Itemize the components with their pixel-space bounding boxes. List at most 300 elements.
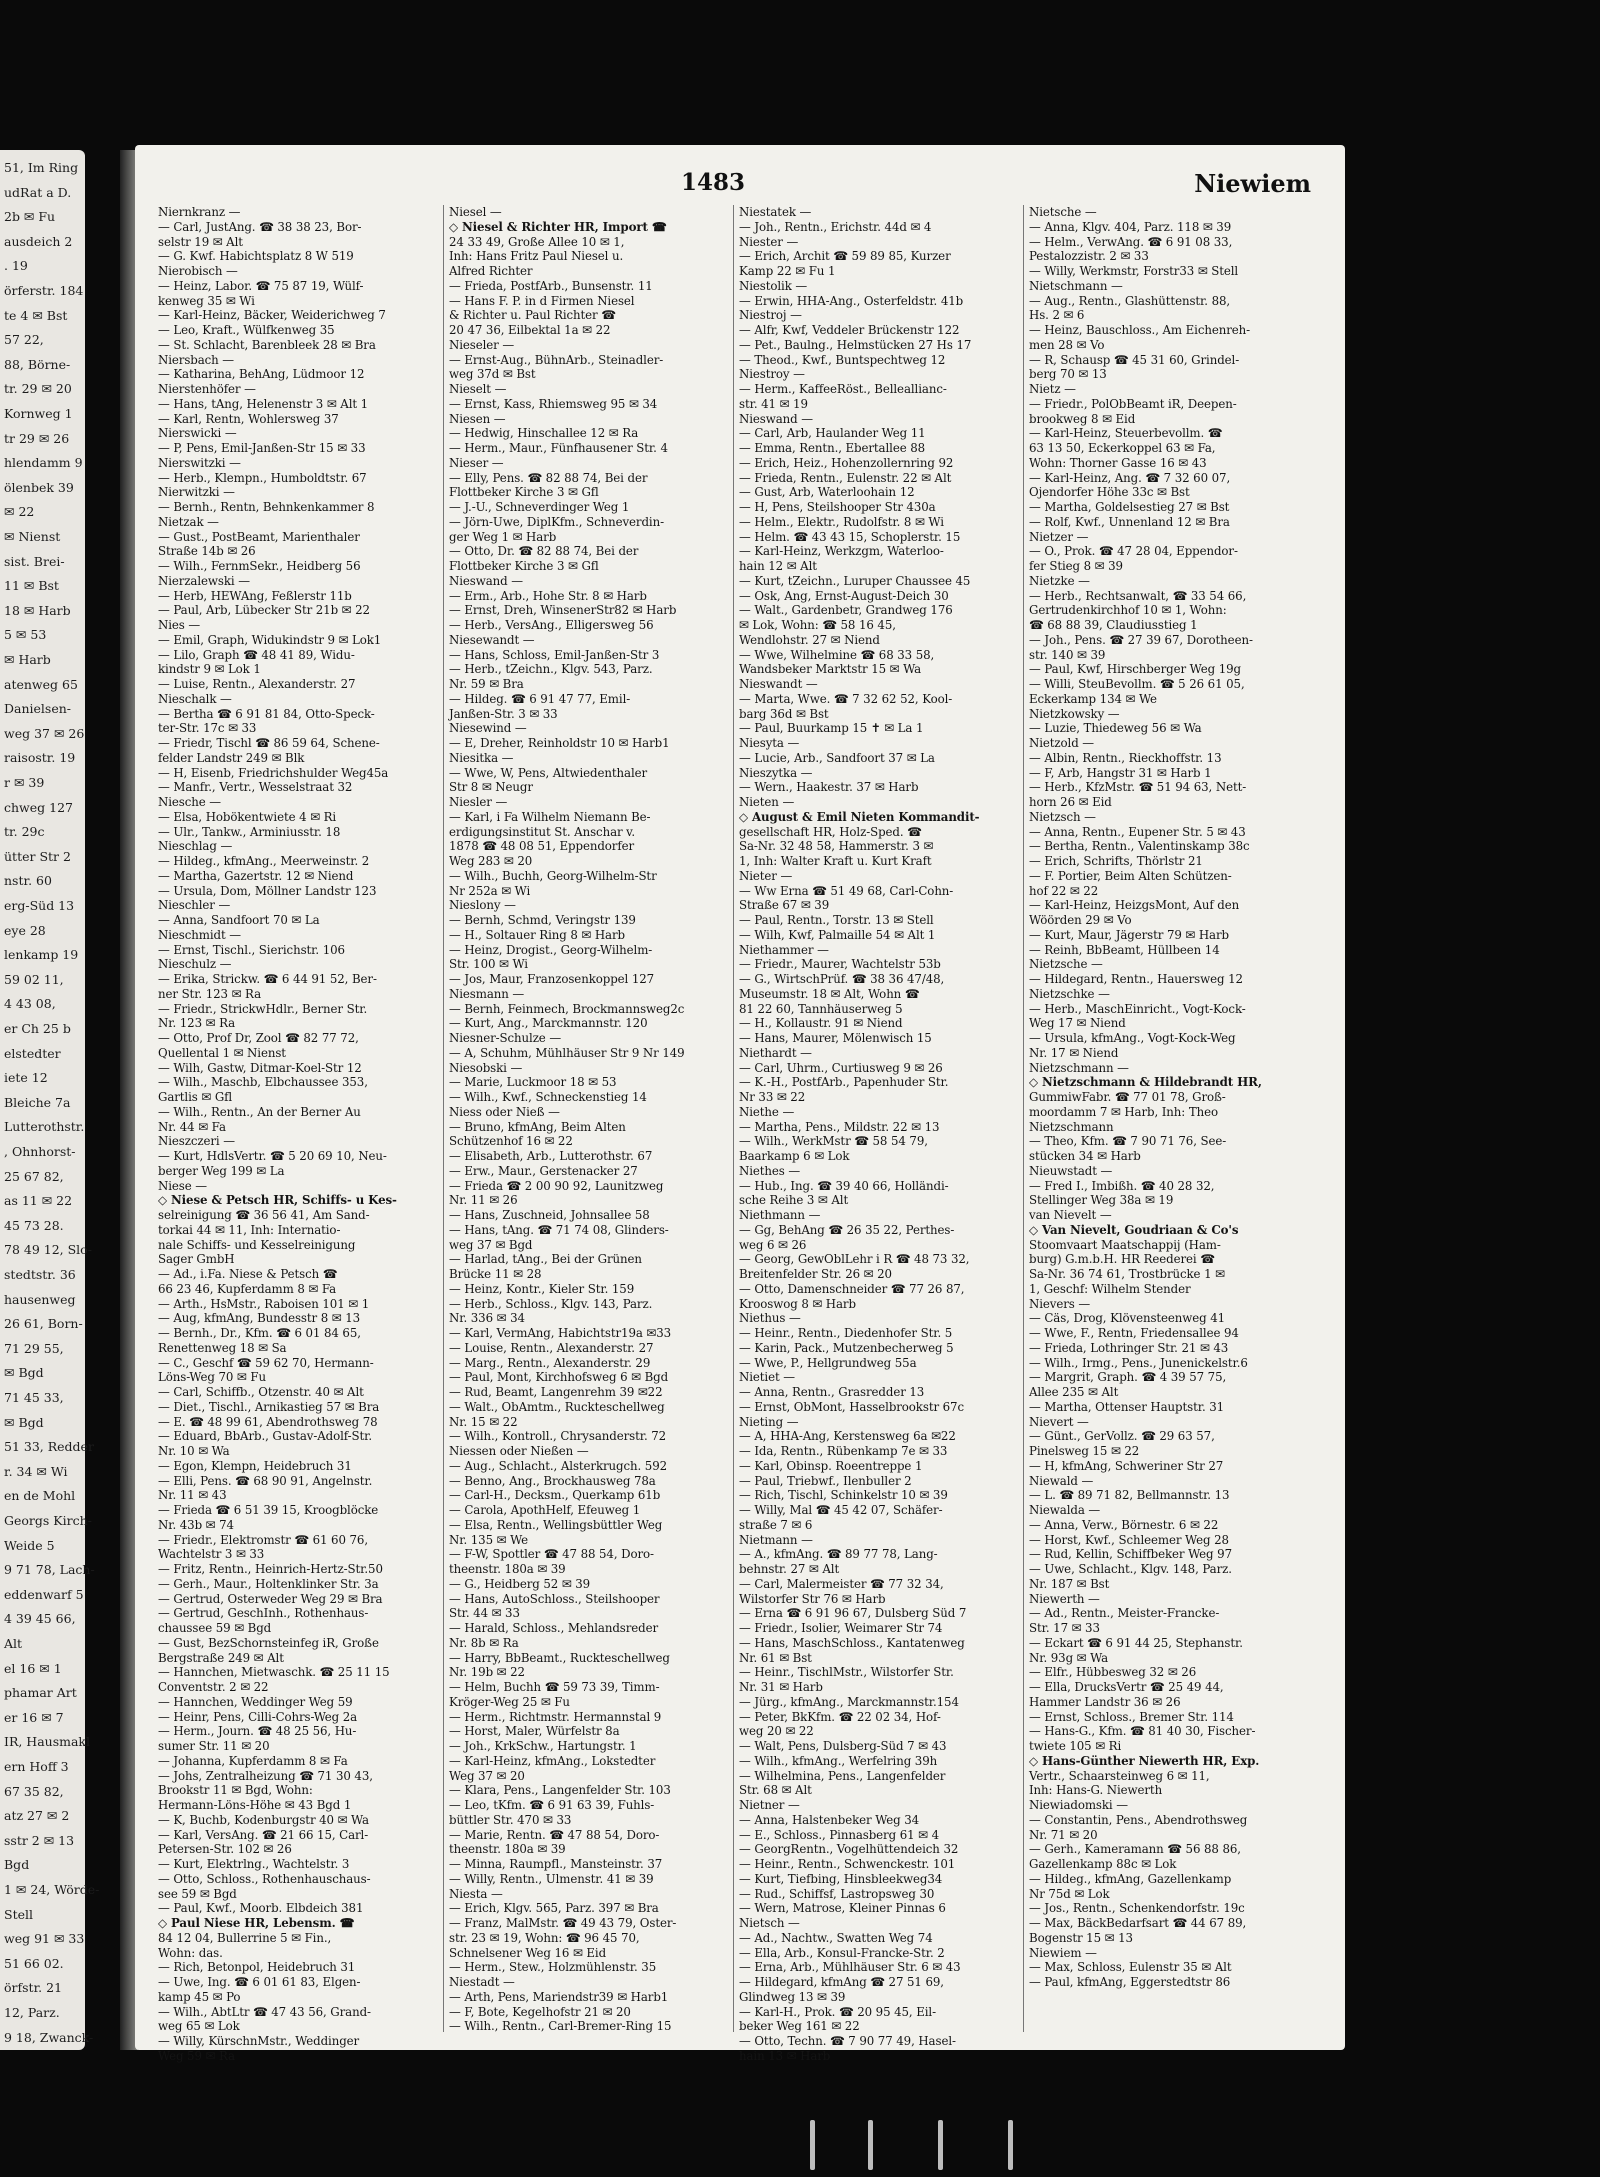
- directory-entry-line: — Herm., Richtmstr. Hermannstal 9: [449, 1709, 662, 1724]
- directory-entry-line: Nieten —: [739, 795, 795, 809]
- directory-entry-line: — Herb., Schloss., Klgv. 143, Parz.: [449, 1296, 653, 1311]
- directory-entry-line: Nieschmidt —: [158, 927, 241, 942]
- directory-entry-line: Flottbeker Kirche 3 ✉ Gfl: [449, 485, 599, 500]
- directory-entry-line: — Reinh, BbBeamt, Hüllbeen 14: [1029, 942, 1220, 957]
- directory-entry-line: GummiwFabr. ☎ 77 01 78, Groß-: [1029, 1090, 1226, 1104]
- directory-entry-line: Nietzke —: [1029, 573, 1090, 588]
- directory-entry-line: weg 6 ✉ 26: [739, 1237, 807, 1252]
- directory-entry-line: Nietzkowsky —: [1029, 706, 1120, 721]
- directory-entry-line: Nr. 31 ✉ Harb: [739, 1680, 823, 1694]
- directory-entry-line: — Jos, Maur, Franzosenkoppel 127: [449, 972, 655, 986]
- directory-entry-line: — Herm., Maur., Fünfhausener Str. 4: [449, 441, 668, 455]
- directory-entry-line: — Hans, MaschSchloss., Kantatenweg: [739, 1635, 965, 1650]
- directory-entry-line: — K.-H., PostfArb., Papenhuder Str.: [739, 1075, 949, 1090]
- directory-entry-line: Nr. 43b ✉ 74: [158, 1517, 234, 1532]
- directory-entry-line: — Marie, Rentn. ☎ 47 88 54, Doro-: [449, 1827, 660, 1842]
- directory-entry-line: kenweg 35 ✉ Wi: [158, 293, 255, 308]
- directory-entry-line: — Heinr., TischlMstr., Wilstorfer Str.: [739, 1665, 954, 1680]
- directory-entry-line: Nr 75d ✉ Lok: [1029, 1886, 1110, 1901]
- scan-artifacts: [810, 2120, 1060, 2177]
- directory-entry-line: — Wilh., FernmSekr., Heidberg 56: [158, 559, 361, 573]
- previous-page-fragment: tr. 29 ✉ 20: [4, 381, 72, 397]
- directory-entry-line: Weg 37 ✉ 20: [449, 1768, 525, 1783]
- directory-entry-line: — Minna, Raumpfl., Mansteinstr. 37: [449, 1857, 663, 1871]
- directory-entry-line: str. 41 ✉ 19: [739, 396, 808, 411]
- directory-entry-line: — Kurt, HdlsVertr. ☎ 5 20 69 10, Neu-: [158, 1149, 387, 1163]
- directory-entry-line: — Harry, BbBeamt., Ruckteschellweg: [449, 1650, 670, 1665]
- directory-entry-line: Quellental 1 ✉ Nienst: [158, 1045, 286, 1060]
- directory-entry-line: — Frieda, Rentn., Eulenstr. 22 ✉ Alt: [739, 470, 952, 485]
- directory-entry-line: — Ida, Rentn., Rübenkamp 7e ✉ 33: [739, 1444, 948, 1458]
- directory-entry-line: — F. Portier, Beim Alten Schützen-: [1029, 868, 1232, 883]
- directory-entry-line: stücken 34 ✉ Harb: [1029, 1149, 1141, 1163]
- directory-entry-line: — F, Arb, Hangstr 31 ✉ Harb 1: [1029, 765, 1212, 780]
- directory-entry-line: — Karl, VersAng. ☎ 21 66 15, Carl-: [158, 1827, 369, 1842]
- directory-entry-line: — Paul, Arb, Lübecker Str 21b ✉ 22: [158, 603, 370, 618]
- directory-entry-line: — Hildeg., kfmAng, Gazellenkamp: [1029, 1871, 1232, 1886]
- directory-entry-line: Nr. 61 ✉ Bst: [739, 1650, 812, 1665]
- directory-entry-line: — Karl-Heinz, Bäcker, Weiderichweg 7: [158, 308, 386, 323]
- directory-entry-line: — H., Soltauer Ring 8 ✉ Harb: [449, 927, 625, 942]
- previous-page-fragment: 1 ✉ 24, Wörde-: [4, 1882, 100, 1897]
- directory-entry-line: — Wilh., Kontroll., Chrysanderstr. 72: [449, 1429, 667, 1444]
- directory-entry-line: Stoomvaart Maatschappij (Ham-: [1029, 1237, 1221, 1252]
- directory-entry-line: — Horst, Kwf., Schleemer Weg 28: [1029, 1532, 1229, 1547]
- directory-entry-line: straße 7 ✉ 6: [739, 1517, 813, 1532]
- directory-entry-line: — Erw., Maur., Gerstenacker 27: [449, 1163, 638, 1178]
- directory-entry-line: 1, Geschf: Wilhelm Stender: [1029, 1281, 1191, 1296]
- directory-entry-line: Nieszytka —: [739, 765, 813, 780]
- directory-entry-line: theenstr. 180a ✉ 39: [449, 1562, 566, 1576]
- directory-entry-line: — Elli, Pens. ☎ 68 90 91, Angelnstr.: [158, 1473, 373, 1488]
- directory-entry-line: Nies —: [158, 618, 201, 632]
- directory-entry-line: 81 22 60, Tannhäuserweg 5: [739, 1001, 903, 1016]
- previous-page-fragment: 9 18, Zwanck-: [4, 2029, 94, 2045]
- directory-entry-line: brookweg 8 ✉ Eid: [1029, 411, 1136, 426]
- directory-entry-line: — O., Prok. ☎ 47 28 04, Eppendor-: [1029, 544, 1238, 559]
- directory-entry-line: Niewalda —: [1029, 1503, 1101, 1517]
- directory-entry-line: — Herb., VersAng., Elligersweg 56: [449, 618, 654, 632]
- directory-entry-line: — F, Bote, Kegelhofstr 21 ✉ 20: [449, 2004, 631, 2019]
- directory-entry-line: — Friedr., PolObBeamt iR, Deepen-: [1029, 396, 1237, 411]
- directory-entry-line: — Constantin, Pens., Abendrothsweg: [1029, 1812, 1248, 1827]
- directory-entry-line: Niestroj —: [739, 308, 802, 323]
- directory-entry-line: Nietiet —: [739, 1370, 795, 1385]
- directory-entry-line: Niessen oder Nießen —: [449, 1444, 589, 1458]
- directory-entry-line: — Willy, Rentn., Ulmenstr. 41 ✉ 39: [449, 1871, 654, 1886]
- directory-entry-line: Niesen —: [449, 411, 506, 426]
- directory-entry-line: — H., Kollaustr. 91 ✉ Niend: [739, 1016, 903, 1031]
- directory-entry-line: Nietsch —: [739, 1916, 800, 1930]
- previous-page-fragment: ✉ Nienst: [4, 529, 61, 544]
- directory-entry-line: gesellschaft HR, Holz-Sped. ☎: [739, 824, 922, 839]
- directory-entry-line: behnstr. 27 ✉ Alt: [739, 1562, 840, 1576]
- directory-entry-line: — Karin, Pack., Mutzenbecherweg 5: [739, 1340, 954, 1355]
- directory-entry-line: — Joh., Pens. ☎ 27 39 67, Dorotheen-: [1029, 632, 1253, 647]
- directory-entry-line: — Joh., KrkSchw., Hartungstr. 1: [449, 1739, 637, 1753]
- previous-page-fragment: hlendamm 9: [4, 455, 83, 471]
- previous-page-fragment: 71 45 33,: [4, 1390, 64, 1405]
- previous-page-fragment: Danielsen-: [4, 701, 72, 717]
- directory-entry-line: Gazellenkamp 88c ✉ Lok: [1029, 1857, 1177, 1871]
- directory-entry-line: Hammer Landstr 36 ✉ 26: [1029, 1694, 1181, 1709]
- directory-entry-line: 24 33 49, Große Allee 10 ✉ 1,: [449, 234, 625, 249]
- directory-entry-line: Niewiem —: [1029, 1945, 1097, 1960]
- directory-entry-line: Nieschlag —: [158, 839, 233, 854]
- directory-entry-line: — Arth., HsMstr., Raboisen 101 ✉ 1: [158, 1296, 370, 1311]
- directory-entry-line: — Erich, Archit ☎ 59 89 85, Kurzer: [739, 249, 951, 264]
- directory-entry-line: — Helm, Buchh ☎ 59 73 39, Timm-: [449, 1680, 660, 1694]
- directory-entry-line: Straße 67 ✉ 39: [739, 898, 830, 913]
- directory-entry-line: Inh: Hans-G. Niewerth: [1029, 1783, 1163, 1798]
- directory-entry-line: Nr. 10 ✉ Wa: [158, 1444, 230, 1458]
- previous-page-fragment: ern Hoff 3: [4, 1759, 69, 1774]
- previous-page-fragment: örferstr. 184: [4, 283, 84, 298]
- directory-entry-line: — Bruno, kfmAng, Beim Alten: [449, 1119, 626, 1134]
- directory-entry-line: Nierobisch —: [158, 264, 238, 278]
- directory-entry-line: Niethus —: [739, 1311, 801, 1326]
- directory-entry-line: Nr. 336 ✉ 34: [449, 1311, 525, 1326]
- directory-entry-line: & Richter u. Paul Richter ☎: [449, 308, 616, 323]
- directory-entry-line: — Gg, BehAng ☎ 26 35 22, Perthes-: [739, 1222, 955, 1237]
- directory-entry-line: — Fred I., Imbißh. ☎ 40 28 32,: [1029, 1178, 1215, 1193]
- directory-entry-line: Nietzold —: [1029, 736, 1095, 750]
- directory-entry-line: Nr 33 ✉ 22: [739, 1090, 806, 1104]
- directory-entry-line: — Ww Erna ☎ 51 49 68, Carl-Cohn-: [739, 883, 954, 898]
- directory-entry-line: — C., Geschf ☎ 59 62 70, Hermann-: [158, 1355, 374, 1370]
- directory-entry-line: Nieschler —: [158, 898, 231, 913]
- directory-entry-line: — Rich, Betonpol, Heidebruch 31: [158, 1960, 356, 1975]
- directory-entry-line: — Ursula, kfmAng., Vogt-Kock-Weg: [1029, 1031, 1236, 1045]
- directory-entry-line: — Erika, Strickw. ☎ 6 44 91 52, Ber-: [158, 972, 377, 986]
- previous-page-fragment: 4 39 45 66,: [4, 1611, 76, 1627]
- directory-entry-line: — Peter, BkKfm. ☎ 22 02 34, Hof-: [739, 1709, 941, 1724]
- directory-entry-line: Nieswand —: [739, 411, 813, 426]
- directory-entry-line: — Gerh., Kameramann ☎ 56 88 86,: [1029, 1842, 1241, 1857]
- directory-entry-line: Nierwitzki —: [158, 485, 235, 500]
- directory-entry-line: str. 23 ✉ 19, Wohn: ☎ 96 45 70,: [449, 1930, 640, 1945]
- directory-entry-line: — Kurt, tZeichn., Luruper Chaussee 45: [739, 573, 971, 588]
- directory-entry-line: kamp 45 ✉ Po: [158, 1989, 241, 2004]
- directory-entry-line: Pestalozzistr. 2 ✉ 33: [1029, 249, 1149, 264]
- directory-entry-line: twiete 105 ✉ Ri: [1029, 1739, 1122, 1753]
- directory-entry-line: — Willy, Mal ☎ 45 42 07, Schäfer-: [739, 1503, 943, 1517]
- directory-entry-line: — Margrit, Graph. ☎ 4 39 57 75,: [1029, 1370, 1227, 1385]
- directory-entry-line: Weg 59 ✉ Ra: [158, 2048, 235, 2063]
- directory-entry-line: Nr. 17 ✉ Niend: [1029, 1045, 1119, 1060]
- previous-page-fragment: 67 35 82,: [4, 1783, 64, 1799]
- directory-entry-line: — Kurt, Tiefbing, Hinsbleekweg34: [739, 1871, 943, 1886]
- directory-entry-line: — Luzie, Thiedeweg 56 ✉ Wa: [1029, 721, 1202, 736]
- directory-entry-line: — Erich, Schrifts, Thörlstr 21: [1029, 854, 1203, 868]
- directory-entry-line: weg 37 ✉ Bgd: [449, 1237, 533, 1252]
- directory-entry-line: — Erm., Arb., Hohe Str. 8 ✉ Harb: [449, 588, 647, 603]
- directory-entry-line: — Carl, Schiffb., Otzenstr. 40 ✉ Alt: [158, 1385, 364, 1399]
- directory-entry-line: — Wilh., Kwf., Schneckenstieg 14: [449, 1090, 647, 1104]
- directory-entry-line: — Alfr, Kwf, Veddeler Brückenstr 122: [739, 323, 960, 337]
- directory-entry-line: — Gerh., Maur., Holtenklinker Str. 3a: [158, 1576, 379, 1591]
- directory-entry-line: — Rud., Schiffsf, Lastropsweg 30: [739, 1886, 935, 1901]
- directory-entry-line: Wandsbeker Marktstr 15 ✉ Wa: [739, 662, 922, 677]
- previous-page-fragment: ölenbek 39: [4, 479, 74, 495]
- directory-entry-line: Nieter —: [739, 868, 793, 883]
- previous-page-fragment: . 19: [4, 258, 28, 274]
- directory-entry-line: Niethmann —: [739, 1208, 821, 1222]
- directory-entry-line: — Ad., Nachtw., Swatten Weg 74: [739, 1930, 933, 1945]
- directory-entry-line: Gertrudenkirchhof 10 ✉ 1, Wohn:: [1029, 603, 1227, 618]
- directory-entry-line: — Kurt, Maur, Jägerstr 79 ✉ Harb: [1029, 927, 1229, 942]
- directory-entry-line: Nierstenhöfer —: [158, 382, 256, 396]
- directory-entry-line: — Benno, Ang., Brockhausweg 78a: [449, 1473, 656, 1488]
- directory-entry-line: — Herb., Rechtsanwalt, ☎ 33 54 66,: [1029, 588, 1247, 603]
- directory-entry-line: 1, Inh: Walter Kraft u. Kurt Kraft: [739, 854, 932, 868]
- directory-entry-line: — E. ☎ 48 99 61, Abendrothsweg 78: [158, 1414, 378, 1429]
- directory-entry-line: — Marie, Luckmoor 18 ✉ 53: [449, 1075, 617, 1090]
- directory-entry-line: Nievers —: [1029, 1296, 1091, 1311]
- previous-page-fragment: 5 ✉ 53: [4, 627, 47, 643]
- previous-page-fragment: el 16 ✉ 1: [4, 1660, 62, 1676]
- directory-entry-line: Krooswog 8 ✉ Harb: [739, 1296, 856, 1311]
- directory-entry-line: see 59 ✉ Bgd: [158, 1886, 237, 1901]
- directory-entry-line: — Otto, Techn. ☎ 7 90 77 49, Hasel-: [739, 2034, 956, 2048]
- directory-entry-line: — Walt, Pens, Dulsberg-Süd 7 ✉ 43: [739, 1739, 947, 1753]
- directory-entry-line: — H, Eisenb, Friedrichshulder Weg45a: [158, 765, 389, 780]
- directory-entry-line: Eckerkamp 134 ✉ We: [1029, 691, 1157, 706]
- directory-entry-line: — Ella, DrucksVertr ☎ 25 49 44,: [1029, 1680, 1224, 1694]
- directory-entry-line: Conventstr. 2 ✉ 22: [158, 1680, 269, 1694]
- directory-entry-line: büttler Str. 470 ✉ 33: [449, 1812, 572, 1827]
- directory-entry-line: — Frieda ☎ 6 51 39 15, Kroogblöcke: [158, 1503, 379, 1517]
- directory-entry-line: Nieuwstadt —: [1029, 1163, 1113, 1178]
- directory-entry-line: — Frieda, PostfArb., Bunsenstr. 11: [449, 278, 653, 293]
- directory-entry-line: — Louise, Rentn., Alexanderstr. 27: [449, 1340, 654, 1355]
- directory-entry-line: — Helm. ☎ 43 43 15, Schoplerstr. 15: [739, 529, 961, 544]
- directory-page: [135, 145, 1345, 2063]
- directory-entry-line: theenstr. 180a ✉ 39: [449, 1842, 566, 1857]
- previous-page-fragment: 25 67 82,: [4, 1168, 64, 1184]
- directory-entry-line: ◇ Hans-Günther Niewerth HR, Exp.: [1029, 1753, 1260, 1768]
- previous-page-fragment: nstr. 60: [4, 873, 52, 889]
- previous-page-fragment: Georgs Kirch-: [4, 1513, 92, 1528]
- directory-entry-line: — Erich, Heiz., Hohenzollernring 92: [739, 455, 954, 470]
- directory-entry-line: selstr 19 ✉ Alt: [158, 234, 243, 249]
- directory-entry-line: Niestatek —: [739, 205, 812, 219]
- directory-entry-line: Nierswitzki —: [158, 455, 241, 470]
- directory-entry-line: Bogenstr 15 ✉ 13: [1029, 1930, 1133, 1945]
- directory-entry-line: — Anna, Rentn., Grasredder 13: [739, 1385, 925, 1399]
- directory-entry-line: — Arth, Pens, Mariendstr39 ✉ Harb1: [449, 1989, 669, 2004]
- directory-entry-line: — Elsa, Hobökentwiete 4 ✉ Ri: [158, 809, 337, 824]
- directory-entry-line: — Aug, kfmAng, Bundesstr 8 ✉ 13: [158, 1311, 361, 1326]
- directory-entry-line: — Günt., GerVollz. ☎ 29 63 57,: [1029, 1429, 1215, 1444]
- directory-entry-line: — Paul, Mont, Kirchhofsweg 6 ✉ Bgd: [449, 1370, 669, 1385]
- directory-entry-line: — Wilh., WerkMstr ☎ 58 54 79,: [739, 1134, 928, 1149]
- directory-entry-line: hof 22 ✉ 22: [1029, 883, 1099, 898]
- directory-entry-line: ger Weg 1 ✉ Harb: [449, 529, 557, 544]
- directory-entry-line: — Georg, GewOblLehr i R ☎ 48 73 32,: [739, 1252, 970, 1267]
- directory-entry-line: Niesewind —: [449, 721, 527, 736]
- directory-entry-line: Nietzak —: [158, 514, 219, 529]
- directory-entry-line: — Luise, Rentn., Alexanderstr. 27: [158, 677, 356, 691]
- directory-entry-line: — Rich, Tischl, Schinkelstr 10 ✉ 39: [739, 1488, 948, 1503]
- previous-page-edge: [0, 150, 100, 2050]
- directory-entry-line: Niesobski —: [449, 1060, 523, 1075]
- directory-entry-line: — E., Schloss., Pinnasberg 61 ✉ 4: [739, 1827, 939, 1842]
- directory-entry-line: — E, Dreher, Reinholdstr 10 ✉ Harb1: [449, 736, 670, 750]
- directory-entry-line: — Willy, KürschnMstr., Weddinger: [158, 2034, 360, 2048]
- directory-entry-line: — Uwe, Schlacht., Klgv. 148, Parz.: [1029, 1562, 1232, 1576]
- directory-entry-line: Nieswandt —: [739, 677, 818, 691]
- previous-page-fragment: Bgd: [4, 1857, 30, 1873]
- previous-page-fragment: sist. Brei-: [4, 553, 65, 569]
- directory-entry-line: — A, HHA-Ang, Kerstensweg 6a ✉22: [739, 1429, 956, 1444]
- directory-entry-line: Schützenhof 16 ✉ 22: [449, 1134, 573, 1149]
- directory-entry-line: — Johanna, Kupferdamm 8 ✉ Fa: [158, 1753, 348, 1768]
- previous-page-fragment: 88, Börne-: [4, 356, 71, 372]
- directory-entry-line: Niesmann —: [449, 986, 525, 1001]
- directory-entry-line: — G., WirtschPrüf. ☎ 38 36 47/48,: [739, 972, 945, 986]
- directory-entry-line: Nr. 11 ✉ 43: [158, 1488, 227, 1503]
- directory-entry-line: — Otto, Dr. ☎ 82 88 74, Bei der: [449, 544, 639, 559]
- directory-entry-line: — Hans, Schloss, Emil-Janßen-Str 3: [449, 647, 660, 662]
- directory-entry-line: — Wilh., Irmg., Pens., Junenickelstr.6: [1029, 1355, 1248, 1370]
- directory-entry-line: — Wilh, Kwf, Palmaille 54 ✉ Alt 1: [739, 927, 936, 942]
- directory-entry-line: — Joh., Rentn., Erichstr. 44d ✉ 4: [739, 219, 932, 234]
- directory-entry-line: — Wilh., kfmAng., Werfelring 39h: [739, 1753, 938, 1768]
- directory-entry-line: ter-Str. 17c ✉ 33: [158, 721, 257, 736]
- directory-entry-line: — Friedr, Tischl ☎ 86 59 64, Schene-: [158, 736, 380, 750]
- directory-entry-line: Wilstorfer Str 76 ✉ Harb: [739, 1591, 886, 1606]
- directory-entry-line: — Herm., KaffeeRöst., Belleallianc-: [739, 382, 947, 396]
- directory-entry-line: Str 8 ✉ Neugr: [449, 780, 533, 795]
- previous-page-fragment: örfstr. 21: [4, 1980, 63, 1996]
- directory-entry-line: Nr. 44 ✉ Fa: [158, 1119, 226, 1134]
- directory-entry-line: — Friedr., Isolier, Weimarer Str 74: [739, 1621, 943, 1635]
- directory-entry-line: — Horst, Maler, Würfelstr 8a: [449, 1724, 620, 1739]
- directory-entry-line: — Katharina, BehAng, Lüdmoor 12: [158, 367, 365, 382]
- directory-entry-line: Wohn: Thorner Gasse 16 ✉ 43: [1029, 455, 1207, 470]
- directory-entry-line: — Erna ☎ 6 91 96 67, Dulsberg Süd 7: [739, 1606, 967, 1621]
- directory-entry-line: Niethardt —: [739, 1045, 812, 1060]
- directory-entry-line: — Jörn-Uwe, DiplKfm., Schneverdin-: [449, 514, 664, 529]
- directory-entry-line: — Ursula, Dom, Möllner Landstr 123: [158, 883, 377, 898]
- directory-entry-line: — Hans, AutoSchloss., Steilshooper: [449, 1591, 660, 1606]
- directory-entry-line: Nieschulz —: [158, 957, 232, 972]
- previous-page-fragment: raisostr. 19: [4, 750, 76, 766]
- directory-entry-line: Nr. 59 ✉ Bra: [449, 677, 524, 691]
- directory-entry-line: — Paul, Kwf., Moorb. Elbdeich 381: [158, 1901, 364, 1916]
- directory-entry-line: Niese —: [158, 1178, 207, 1193]
- directory-entry-line: Nr. 71 ✉ 20: [1029, 1827, 1098, 1842]
- directory-entry-line: 63 13 50, Eckerkoppel 63 ✉ Fa,: [1029, 441, 1216, 455]
- directory-entry-line: Nieschalk —: [158, 691, 232, 706]
- previous-page-fragment: ütter Str 2: [4, 848, 71, 864]
- directory-entry-line: — Klara, Pens., Langenfelder Str. 103: [449, 1783, 671, 1798]
- directory-entry-line: — Egon, Klempn, Heidebruch 31: [158, 1458, 352, 1473]
- directory-entry-line: — A, Schuhm, Mühlhäuser Str 9 Nr 149: [449, 1045, 685, 1060]
- directory-entry-line: Nieslony —: [449, 898, 516, 913]
- directory-entry-line: — Wilh., Buchh, Georg-Wilhelm-Str: [449, 868, 657, 883]
- directory-entry-line: berg 70 ✉ 13: [1029, 367, 1107, 382]
- previous-page-fragment: er Ch 25 b: [4, 1021, 71, 1036]
- directory-entry-line: — Albin, Rentn., Rieckhoffstr. 13: [1029, 750, 1222, 765]
- directory-entry-line: Nr. 8b ✉ Ra: [449, 1635, 519, 1650]
- directory-entry-line: — F-W, Spottler ☎ 47 88 54, Doro-: [449, 1547, 654, 1562]
- directory-entry-line: — Otto, Schloss., Rothenhauschaus-: [158, 1871, 371, 1886]
- directory-entry-line: Vertr., Schaarsteinweg 6 ✉ 11,: [1029, 1768, 1210, 1783]
- directory-entry-line: Niesel —: [449, 205, 502, 219]
- directory-entry-line: — Bertha ☎ 6 91 81 84, Otto-Speck-: [158, 706, 375, 721]
- directory-entry-line: Nr 252a ✉ Wi: [449, 883, 531, 898]
- directory-entry-line: — Carl, JustAng. ☎ 38 38 23, Bor-: [158, 219, 362, 234]
- directory-entry-line: horn 26 ✉ Eid: [1029, 795, 1112, 809]
- previous-page-fragment: hausenweg: [4, 1291, 76, 1307]
- directory-entry-line: — Friedr., Elektromstr ☎ 61 60 76,: [158, 1532, 368, 1547]
- directory-entry-line: erdigungsinstitut St. Anschar v.: [449, 824, 635, 839]
- directory-entry-line: — Heinr., Rentn., Diedenhofer Str. 5: [739, 1326, 953, 1340]
- directory-entry-line: — Hans, tAng. ☎ 71 74 08, Glinders-: [449, 1222, 669, 1237]
- directory-entry-line: Nr. 11 ✉ 26: [449, 1193, 518, 1208]
- previous-page-fragment: lenkamp 19: [4, 947, 79, 963]
- directory-entry-line: Nietzschke —: [1029, 986, 1110, 1001]
- directory-entry-line: burg) G.m.b.H. HR Reederei ☎: [1029, 1252, 1215, 1267]
- directory-entry-line: — Herb., MaschEinricht., Vogt-Kock-: [1029, 1001, 1246, 1016]
- directory-entry-line: — Lucie, Arb., Sandfoort 37 ✉ La: [739, 750, 935, 765]
- directory-entry-line: Nieseler —: [449, 337, 515, 352]
- directory-entry-line: — Theo, Kfm. ☎ 7 90 71 76, See-: [1029, 1134, 1227, 1149]
- directory-entry-line: — Hildegard, Rentn., Hauersweg 12: [1029, 972, 1243, 986]
- directory-entry-line: — Frieda ☎ 2 00 90 92, Launitzweg: [449, 1178, 664, 1193]
- directory-entry-line: Nietz —: [1029, 382, 1076, 396]
- previous-page-fragment: eddenwarf 5: [4, 1586, 84, 1602]
- directory-entry-line: — Gertrud, Osterweder Weg 29 ✉ Bra: [158, 1591, 383, 1606]
- directory-entry-line: Niethammer —: [739, 942, 829, 957]
- directory-entry-line: — Paul, kfmAng, Eggerstedtstr 86: [1029, 1975, 1231, 1989]
- directory-entry-line: ◇ Niese & Petsch HR, Schiffs- u Kes-: [158, 1193, 397, 1208]
- directory-entry-line: kindstr 9 ✉ Lok 1: [158, 662, 261, 677]
- directory-entry-line: — Bernh., Dr., Kfm. ☎ 6 01 84 65,: [158, 1326, 361, 1340]
- directory-entry-line: — Anna, Rentn., Eupener Str. 5 ✉ 43: [1029, 824, 1246, 839]
- directory-entry-line: — Diet., Tischl., Arnikastieg 57 ✉ Bra: [158, 1399, 380, 1414]
- directory-entry-line: Brookstr 11 ✉ Bgd, Wohn:: [158, 1783, 313, 1798]
- directory-entry-line: — Ulr., Tankw., Arminiusstr. 18: [158, 824, 341, 839]
- directory-entry-line: Weg 17 ✉ Niend: [1029, 1016, 1126, 1031]
- directory-entry-line: — Lilo, Graph ☎ 48 41 89, Widu-: [158, 647, 355, 662]
- previous-page-fragment: 9 71 78, Lach-: [4, 1562, 95, 1578]
- directory-entry-line: Allee 235 ✉ Alt: [1029, 1385, 1119, 1399]
- directory-entry-line: — Rud, Kellin, Schiffbeker Weg 97: [1029, 1547, 1232, 1562]
- directory-entry-line: Niewald —: [1029, 1473, 1094, 1488]
- directory-entry-line: Museumstr. 18 ✉ Alt, Wohn ☎: [739, 986, 920, 1001]
- directory-entry-line: — Herm., Journ. ☎ 48 25 56, Hu-: [158, 1724, 357, 1739]
- directory-entry-line: — Herb., tZeichn., Klgv. 543, Parz.: [449, 662, 653, 677]
- column-1: [153, 205, 443, 2063]
- directory-entry-line: Nr. 187 ✉ Bst: [1029, 1576, 1110, 1591]
- directory-entry-line: — Fritz, Rentn., Heinrich-Hertz-Str.50: [158, 1562, 383, 1576]
- directory-entry-line: Nieszczeri —: [158, 1134, 235, 1149]
- directory-entry-line: Pinelsweg 15 ✉ 22: [1029, 1444, 1140, 1458]
- column-2: [443, 205, 733, 2032]
- directory-entry-line: — Aug., Schlacht., Alsterkrugch. 592: [449, 1458, 668, 1473]
- directory-entry-line: Nieting —: [739, 1414, 799, 1429]
- directory-entry-line: — Anna, Verw., Börnestr. 6 ✉ 22: [1029, 1517, 1219, 1532]
- directory-entry-line: Str. 100 ✉ Wi: [449, 957, 528, 972]
- directory-entry-line: Niesche —: [158, 795, 221, 809]
- previous-page-fragment: 57 22,: [4, 332, 44, 348]
- previous-page-fragment: chweg 127: [4, 799, 73, 815]
- directory-entry-line: — Harlad, tAng., Bei der Grünen: [449, 1252, 642, 1267]
- directory-entry-line: — K, Buchb, Kodenburgstr 40 ✉ Wa: [158, 1812, 369, 1827]
